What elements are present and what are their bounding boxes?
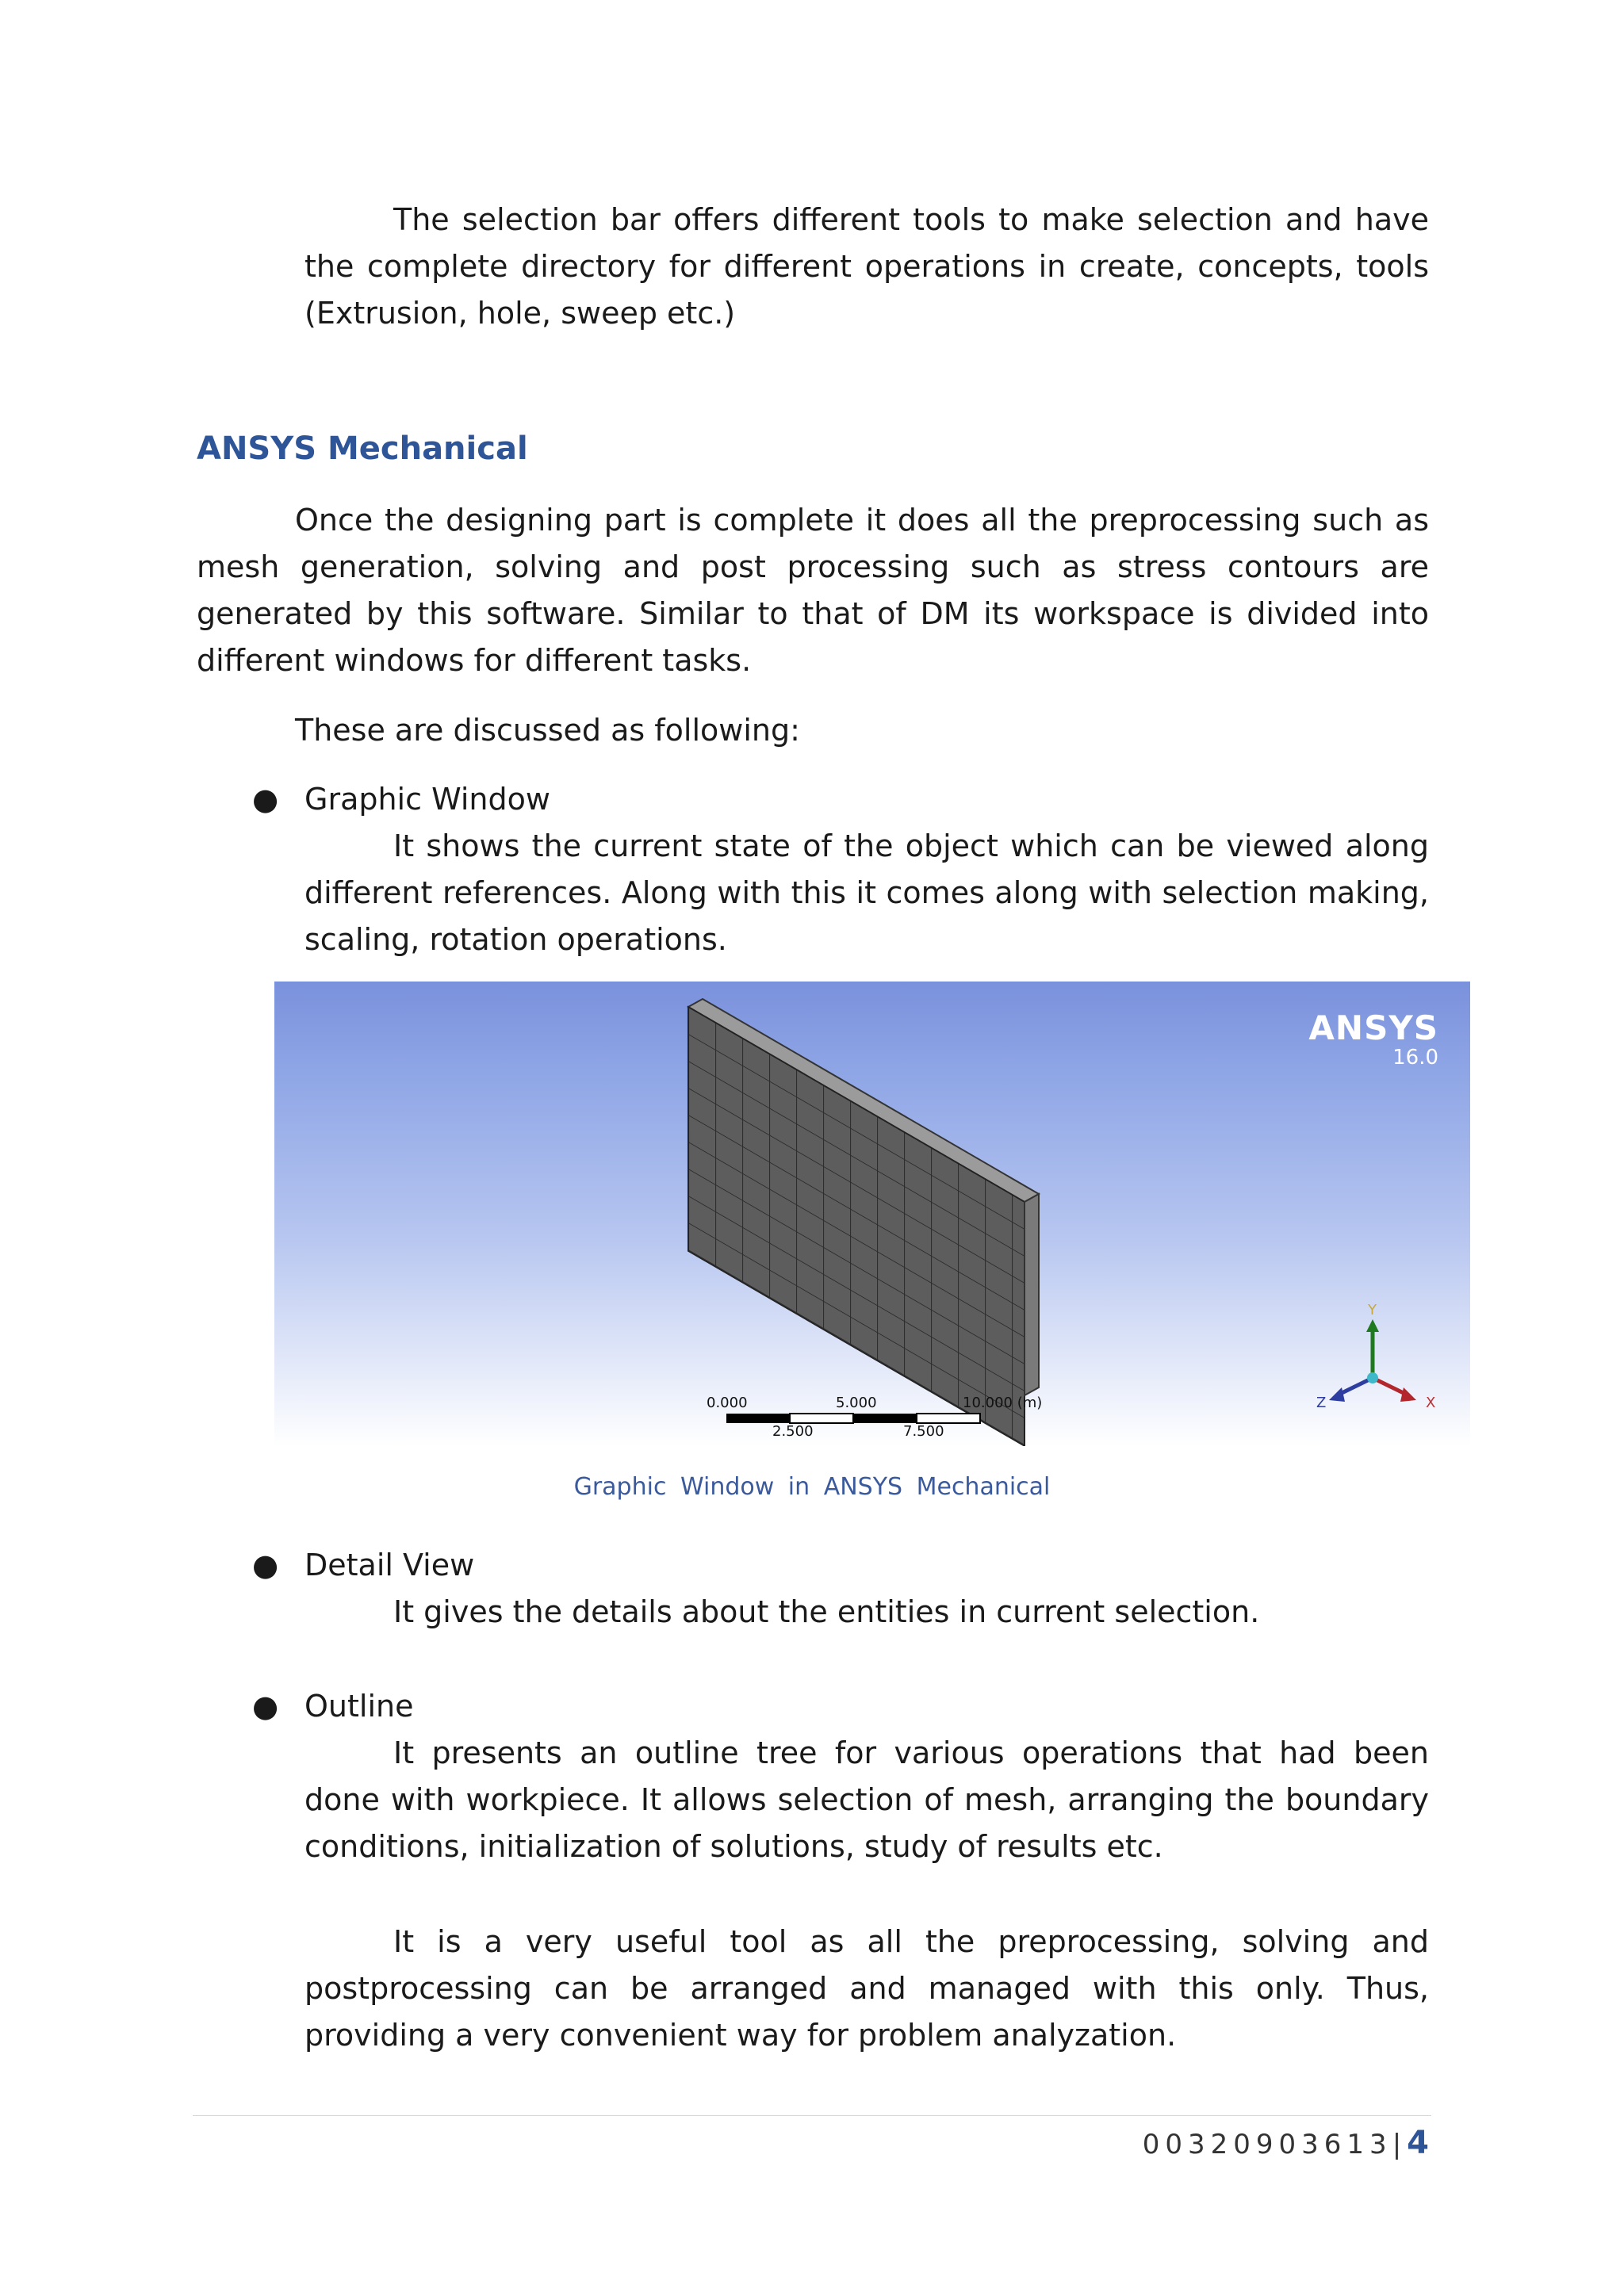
ansys-logo-name: ANSYS: [1308, 1008, 1438, 1047]
bullet-icon: ●: [252, 782, 279, 817]
mesh-wall-graphic: [274, 982, 1470, 1446]
bullet-text-graphic-window: It shows the current state of the object which can be viewed along different references. Along with this it comes along with selection making, scaling, rotation operations.: [304, 828, 1429, 957]
bullet-title-graphic-window: Graphic Window: [304, 782, 550, 817]
footer-phone: 00320903613: [1142, 2129, 1392, 2160]
scale-label-5: 5.000: [836, 1395, 877, 1411]
scale-label-10: 10.000 (m): [963, 1395, 1043, 1411]
page-footer: [1143, 2125, 1429, 2161]
paragraph-useful-tool: It is a very useful tool as all the preprocessing, solving and postprocessing can be arranged and managed with this only. Thus, providing a very convenient way for problem analyzation.: [304, 1924, 1429, 2053]
bullet-title-outline: Outline: [304, 1689, 414, 1724]
scale-label-2-5: 2.500: [772, 1423, 814, 1440]
bullet-icon: ●: [252, 1689, 279, 1724]
scale-label-0: 0.000: [707, 1395, 748, 1411]
bullet-icon: ●: [252, 1548, 279, 1582]
bullet-text-detail-view: It gives the details about the entities in current selection.: [393, 1594, 1260, 1629]
ansys-logo-version: 16.0: [1392, 1046, 1438, 1070]
footer-divider: [193, 2115, 1431, 2116]
axis-triad-icon: [1316, 1302, 1435, 1411]
section-heading: ANSYS Mechanical: [197, 430, 528, 467]
graphic-window-figure: [274, 982, 1470, 1446]
mesh-front-face: [688, 1007, 1025, 1446]
bullet-title-detail-view: Detail View: [304, 1548, 475, 1582]
figure-caption: Graphic Window in ANSYS Mechanical: [573, 1473, 1051, 1501]
axis-y-label: Y: [1368, 1302, 1377, 1318]
page-number: 4: [1407, 2125, 1429, 2161]
bullet-text-outline: It presents an outline tree for various operations that had been done with workpiece. It allows selection of mesh, arranging the boundary conditions, initialization of solutions, study of results etc.: [304, 1735, 1429, 1864]
paragraph-selection-bar: The selection bar offers different tools to make selection and have the complete directory for different operations in create, concepts, tools (Extrusion, hole, sweep etc.): [304, 202, 1429, 331]
axis-z-label: Z: [1316, 1395, 1327, 1411]
scale-label-7-5: 7.500: [903, 1423, 944, 1440]
ansys-logo: [1308, 1010, 1438, 1069]
footer-separator: |: [1392, 2129, 1408, 2160]
paragraph-mechanical: Once the designing part is complete it does all the preprocessing such as mesh generation, solving and post processing such as stress contours are generated by this software. Similar to that of DM its workspace is divided into different windows for different tasks.: [197, 503, 1429, 678]
axis-x-label: X: [1426, 1395, 1436, 1411]
mesh-side-face: [1025, 1194, 1039, 1395]
paragraph-discussed: These are discussed as following:: [295, 713, 800, 748]
